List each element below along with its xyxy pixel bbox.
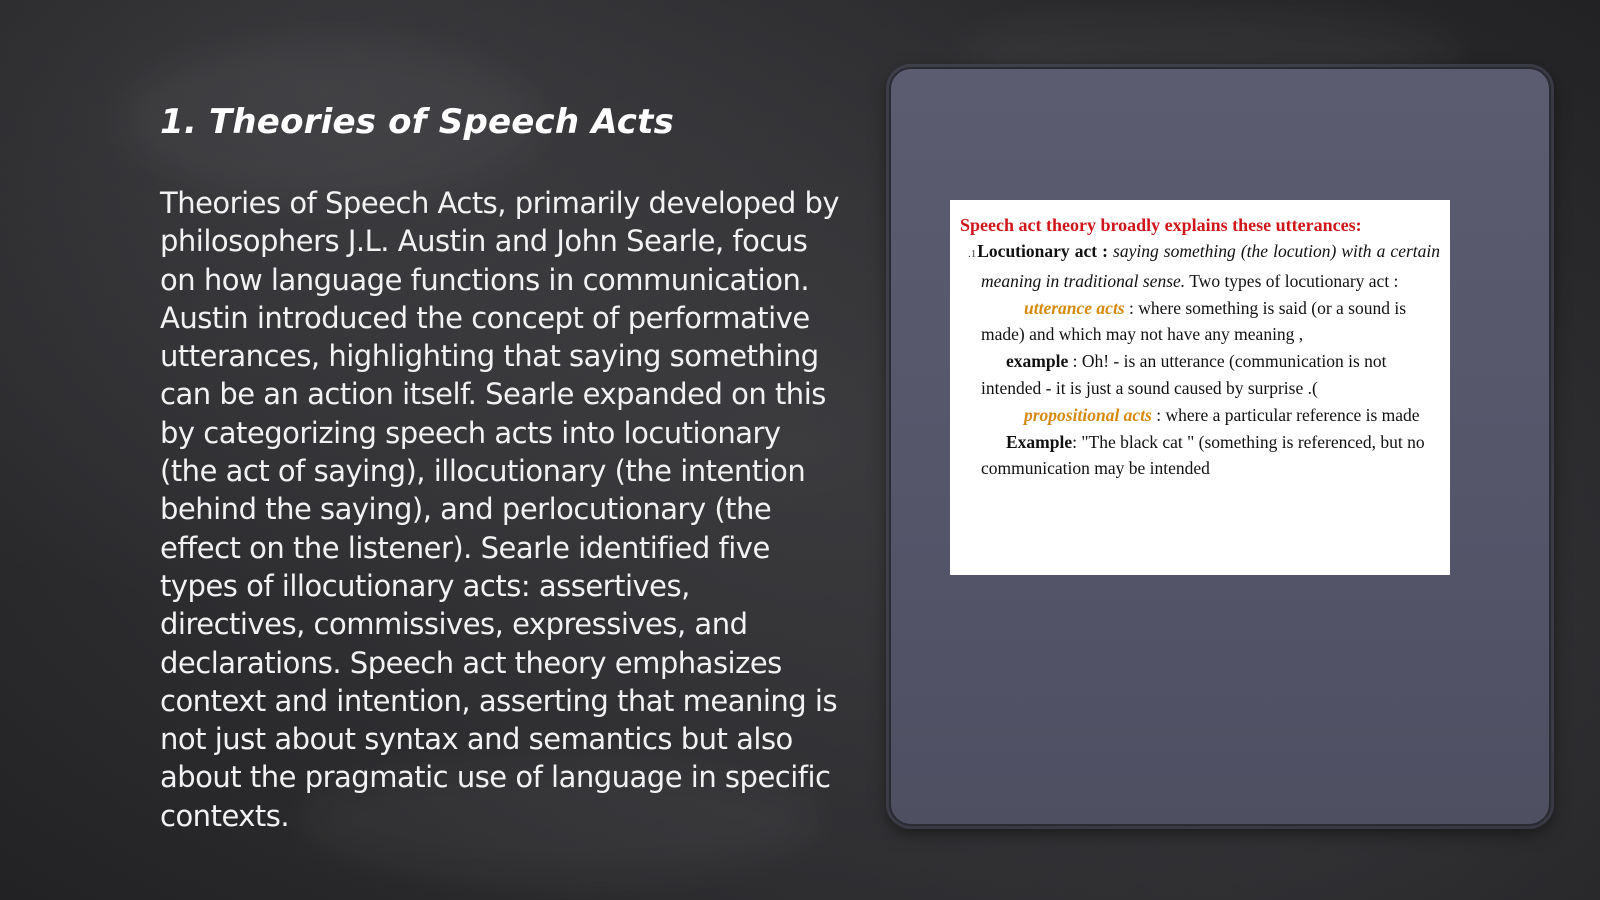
slide-body-text: Theories of Speech Acts, primarily developed by philosophers J.L. Austin and John Searle, focus on how language functions in communication. Austin introduced the concept of performative utterances, highlighting that saying something can be an action itself. Searle expanded on this by categorizing speech acts into locutionary (the act of saying), illocutionary (the intention behind the saying), and perlocutionary (the effect on the listener). Searle identified five types of illocutionary acts: assertives, directives, commissives, expressives, and declarations. Speech act theory emphasizes context and intention, asserting that meaning is not just about syntax and semantics but also about the pragmatic use of language in specific contexts. [160,186,840,833]
utterance-definition: : where something is said (or a sound is made) and which may not have any meaning , [981,297,1407,345]
slide-title: 1. Theories of Speech Acts [160,102,675,142]
locutionary-definition: saying something (the locution) with a certain meaning in traditional sense. [981,241,1440,291]
utterance-paragraph [960,295,1440,349]
propositional-paragraph [960,402,1440,429]
example2-text: : "The black cat " (something is referenced, but no communication may be intended [981,431,1425,479]
locutionary-paragraph [960,238,1440,295]
propositional-definition: : where a particular reference is made [1151,404,1420,425]
utterance-term: utterance acts [1024,297,1125,318]
example1-label: example [1006,351,1069,372]
locutionary-label: Locutionary act : [977,241,1108,261]
example1-text: : Oh! - is an utterance (communication is not intended - it is just a sound caused by surprise .( [981,351,1387,398]
example2-paragraph [960,429,1440,483]
propositional-term: propositional acts [1024,404,1152,425]
excerpt-image [950,200,1450,575]
locutionary-tail: Two types of locutionary act : [1185,270,1399,291]
excerpt-heading: Speech act theory broadly explains these utterances: [960,215,1362,235]
list-marker: .1 [968,248,977,260]
example1-paragraph [960,348,1440,402]
example2-label: Example [1006,431,1073,452]
